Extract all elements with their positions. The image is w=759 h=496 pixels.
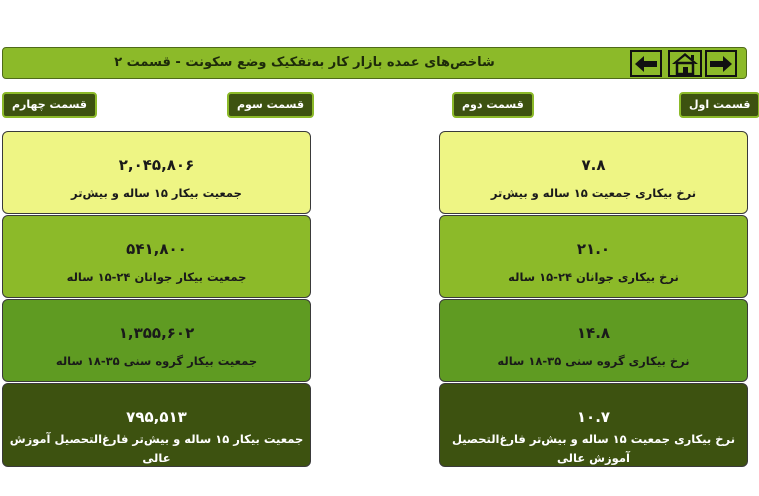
card-unemployed-graduates (2, 383, 311, 467)
card-unemployed-15plus (2, 131, 311, 214)
home-icon (671, 52, 699, 75)
card-value: ۲,۰۴۵,۸۰۶ (118, 156, 195, 174)
page-title: شاخص‌های عمده بازار کار به‌تفکیک وضع سکونت - قسمت ۲ (114, 55, 495, 70)
arrow-left-icon (633, 54, 659, 74)
card-unemployed-youth (2, 215, 311, 298)
card-label: جمعیت بیکار جوانان ۲۴-۱۵ ساله (66, 270, 247, 284)
part1-button[interactable]: قسمت اول (679, 92, 759, 118)
card-unemployed-18-35 (2, 299, 311, 382)
card-label: نرخ بیکاری گروه سنی ۳۵-۱۸ ساله (497, 354, 690, 368)
card-value: ۷۹۵,۵۱۳ (126, 408, 187, 426)
card-label: نرخ بیکاری جوانان ۲۴-۱۵ ساله (508, 270, 679, 284)
card-value: ۲۱.۰ (576, 240, 611, 258)
forward-button[interactable] (705, 50, 737, 77)
card-unemployment-rate-youth (439, 215, 748, 298)
card-value: ۱۰.۷ (576, 408, 611, 426)
header-bar (2, 47, 747, 79)
back-button[interactable] (630, 50, 662, 77)
card-value: ۵۴۱,۸۰۰ (126, 240, 187, 258)
card-value: ۱,۳۵۵,۶۰۲ (118, 324, 195, 342)
part4-button[interactable]: قسمت چهارم (2, 92, 97, 118)
card-unemployment-rate-15plus (439, 131, 748, 214)
card-label: جمعیت بیکار گروه سنی ۳۵-۱۸ ساله (55, 354, 258, 368)
card-label: جمعیت بیکار ۱۵ ساله و بیش‌تر (71, 186, 242, 200)
card-value: ۱۴.۸ (576, 324, 611, 342)
home-button[interactable] (668, 50, 702, 77)
card-unemployment-rate-18-35 (439, 299, 748, 382)
part3-button[interactable]: قسمت سوم (227, 92, 314, 118)
part2-button[interactable]: قسمت دوم (452, 92, 534, 118)
card-unemployment-rate-graduates (439, 383, 748, 467)
card-label: نرخ بیکاری جمعیت ۱۵ ساله و بیش‌تر فارغ‌التحصیل آموزش عالی (451, 432, 736, 465)
card-value: ۷.۸ (581, 156, 606, 174)
card-label: نرخ بیکاری جمعیت ۱۵ ساله و بیش‌تر (490, 186, 697, 200)
arrow-right-icon (708, 54, 734, 74)
card-label: جمعیت بیکار ۱۵ ساله و بیش‌تر فارغ‌التحصیل آموزش عالی (9, 432, 304, 465)
